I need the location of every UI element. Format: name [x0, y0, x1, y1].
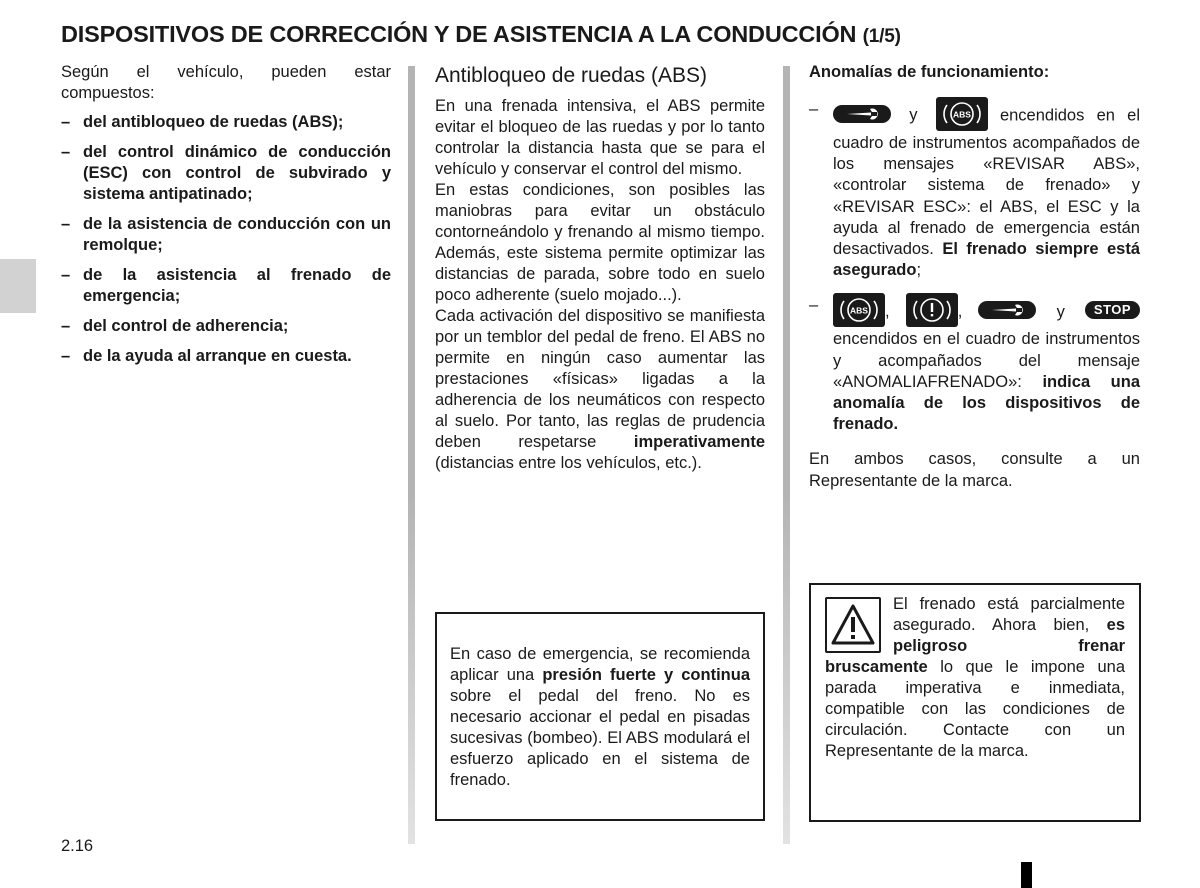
list-item-text: del antibloqueo de ruedas (ABS); [83, 113, 344, 131]
list-dash: – [61, 347, 71, 365]
list-item-text: del control dinámico de conducción (ESC) con control de subvirado y sistema antipatinado; [83, 143, 391, 203]
malfunction-item-1-emphasis: El frenado siempre está asegurado [833, 240, 1140, 280]
page-title [61, 16, 1181, 55]
column-divider-left [408, 66, 415, 844]
warning-box [809, 583, 1141, 822]
list-item-text: del control de adherencia; [83, 317, 289, 335]
list-dash: – [809, 296, 819, 315]
list-dash: – [61, 266, 71, 284]
list-item-text: de la ayuda al arranque en cuesta. [83, 347, 352, 365]
brake-warning-icon [906, 293, 958, 327]
warning-text-end: lo que le impone una parada imperativa e inmediata, compatible con las condiciones de circulación. Contacte con un Representante de la marca. [825, 658, 1125, 760]
wrench-icon [833, 105, 891, 123]
malfunction-column [809, 62, 1140, 492]
malfunction-item-2-emphasis: indica una anomalía de los dispositivos de frenado. [833, 372, 1140, 434]
column-divider-right [783, 66, 790, 844]
list-dash: – [61, 317, 71, 335]
title-text: DISPOSITIVOS DE CORRECCIÓN Y DE ASISTENCIA A LA CONDUCCIÓN [61, 21, 857, 47]
list-item [61, 214, 391, 256]
stop-icon: STOP [1085, 301, 1140, 319]
abs-heading: Antibloqueo de ruedas (ABS) [435, 64, 708, 87]
abs-paragraph-3 [435, 306, 765, 474]
emergency-note-text-end: sobre el pedal del freno. No es necesario accionar el pedal en pisadas sucesivas (bombeo). El ABS modulará el esfuerzo aplicado en el sistema de frenado. [450, 687, 750, 789]
list-item-text: de la asistencia de conducción con un remolque; [83, 215, 391, 254]
separator: , [957, 302, 963, 321]
svg-text:ABS: ABS [952, 109, 971, 120]
list-item [61, 142, 391, 205]
list-item [61, 112, 391, 133]
emergency-note-text: En caso de emergencia, se recomienda aplicar una [450, 645, 750, 684]
emergency-note-emphasis: presión fuerte y continua [542, 666, 750, 684]
abs-paragraph-3-text-end: (distancias entre los vehículos, etc.). [435, 454, 702, 472]
list-dash: – [809, 100, 819, 118]
section-marker [1021, 862, 1032, 888]
page-number: 2.16 [61, 837, 94, 855]
malfunction-footer: En ambos casos, consulte a un Representante de la marca. [809, 450, 1140, 490]
list-item-text: de la asistencia al frenado de emergencia; [83, 266, 391, 305]
list-item [61, 265, 391, 307]
abs-paragraph-1: En una frenada intensiva, el ABS permite evitar el bloqueo de las ruedas y por lo tanto controlar la distancia hasta que se para el vehículo y conservar el control del mismo. [435, 97, 765, 178]
list-item [61, 346, 391, 367]
wrench-icon [978, 301, 1036, 319]
abs-paragraph-3-emphasis: imperativamente [633, 433, 765, 451]
malfunction-item-1 [809, 99, 1140, 281]
conjunction: y [1056, 302, 1065, 321]
emergency-note [450, 644, 750, 791]
chapter-tab [0, 259, 36, 313]
abs-lamp-icon [936, 97, 988, 131]
malfunction-item-1-text: encendidos en el cuadro de instrumentos acompañados de los mensajes «REVISAR ABS», «controlar sistema de frenado» y «REVISAR ESC»: el ABS, el ESC y la ayuda al frenado de emergencia están desactivados. [833, 106, 1140, 259]
abs-lamp-icon [833, 293, 885, 327]
conjunction: y [909, 106, 918, 125]
intro-text: Según el vehículo, pueden estar compuestos: [61, 63, 391, 102]
svg-text:ABS: ABS [850, 305, 868, 316]
list-dash: – [61, 143, 71, 161]
malfunction-item-2 [809, 295, 1140, 435]
title-page-fraction: (1/5) [862, 26, 901, 47]
abs-paragraph-2: En estas condiciones, son posibles las maniobras para evitar un obstáculo contorneándolo y frenando al mismo tiempo. Además, este sistema permite optimizar las distancias de parada, sobre todo en suelo poco adherente (suelo mojado...). [435, 181, 765, 304]
list-dash: – [61, 215, 71, 233]
malfunction-item-1-end: ; [916, 261, 922, 280]
abs-paragraph-3-text: Cada activación del dispositivo se manifiesta por un temblor del pedal de freno. El ABS no permite en ningún caso aumentar las prestaciones «físicas» ligadas a la adherencia de los neumáticos con respecto al suelo. Por tanto, las reglas de prudencia deben respetarse [435, 307, 765, 451]
abs-column [435, 62, 765, 474]
malfunction-item-2-text: encendidos en el cuadro de instrumentos y acompañados del mensaje «ANOMALIAFRENADO»: [833, 330, 1140, 391]
intro-column [61, 62, 391, 376]
separator: , [885, 302, 890, 321]
list-item [61, 316, 391, 337]
list-dash: – [61, 113, 71, 131]
emergency-note-box [435, 612, 765, 821]
warning-text-emphasis: es peligroso frenar bruscamente [825, 616, 1125, 676]
device-list [61, 112, 391, 367]
warning-text-start: El frenado está parcialmente asegurado. Ahora bien, [893, 595, 1125, 634]
warning-triangle-icon [825, 597, 881, 653]
malfunction-heading: Anomalías de funcionamiento: [809, 63, 1050, 81]
